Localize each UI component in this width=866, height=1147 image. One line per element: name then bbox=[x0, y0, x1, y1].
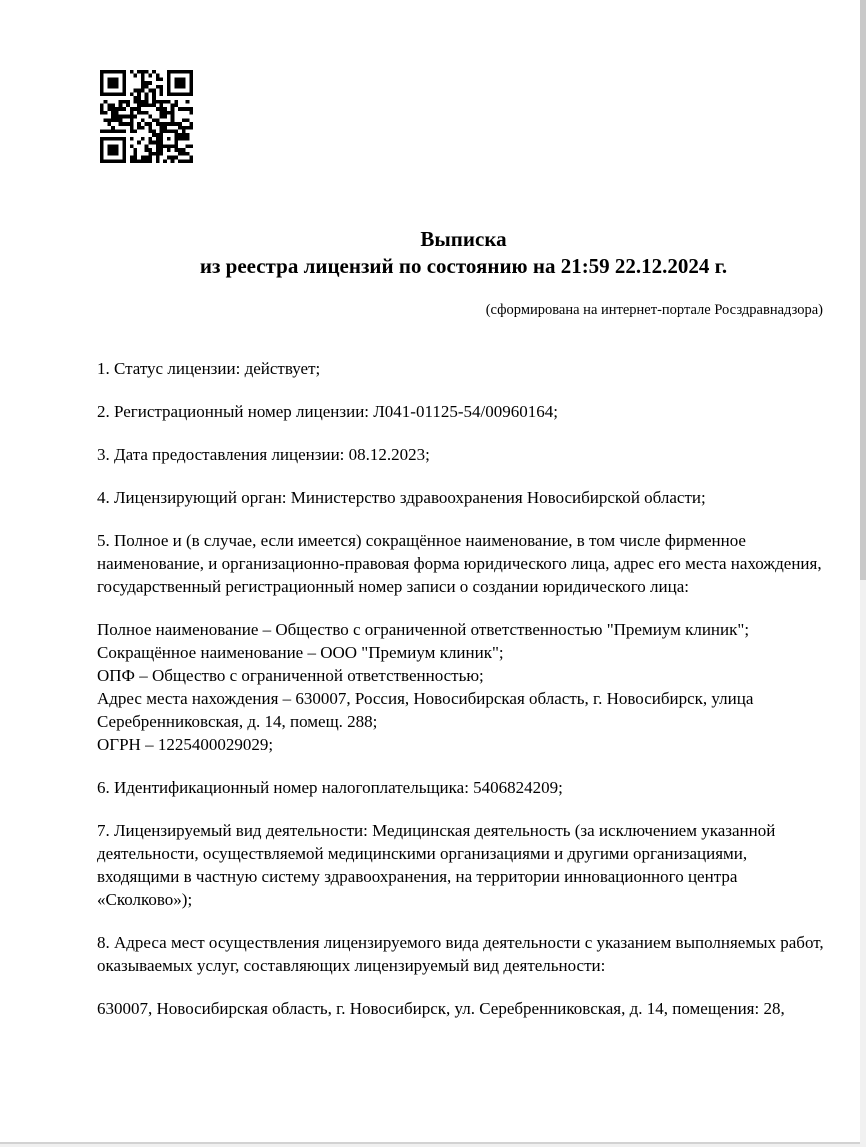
document-body bbox=[97, 357, 827, 1040]
qr-code bbox=[100, 70, 193, 163]
paragraph-activity-address: 630007, Новосибирская область, г. Новосибирск, ул. Серебренниковская, д. 14, помещения: 28, bbox=[97, 999, 785, 1018]
paragraph-grant-date: 3. Дата предоставления лицензии: 08.12.2023; bbox=[97, 445, 430, 464]
document-subtitle: (сформирована на интернет-портале Росздравнадзора) bbox=[485, 302, 823, 318]
paragraph-activity-addresses-heading: 8. Адреса мест осуществления лицензируемого вида деятельности с указанием выполняемых работ, оказываемых услуг, составляющих лицензируемый вид деятельности: bbox=[97, 933, 824, 975]
line-full-name: Полное наименование – Общество с ограниченной ответственностью "Премиум клиник"; bbox=[97, 620, 750, 639]
line-short-name: Сокращённое наименование – ООО "Премиум клиник"; bbox=[97, 643, 504, 662]
paragraph-registration-number: 2. Регистрационный номер лицензии: Л041-01125-54/00960164; bbox=[97, 402, 558, 421]
line-legal-form: ОПФ – Общество с ограниченной ответственностью; bbox=[97, 666, 484, 685]
paragraph-taxpayer-number: 6. Идентификационный номер налогоплательщика: 5406824209; bbox=[97, 778, 563, 797]
title-line-2: из реестра лицензий по состоянию на 21:59 22.12.2024 г. bbox=[199, 254, 728, 278]
paragraph-licensed-activity: 7. Лицензируемый вид деятельности: Медицинская деятельность (за исключением указанной деятельности, осуществляемой медицинскими организациями и другими организациями, входящими в частную систему здравоохранения, на территории инновационного центра «Сколково»); bbox=[97, 821, 776, 909]
scrollbar-thumb[interactable] bbox=[860, 0, 866, 580]
paragraph-licensing-authority: 4. Лицензирующий орган: Министерство здравоохранения Новосибирской области; bbox=[97, 488, 706, 507]
qr-code-image bbox=[100, 70, 193, 163]
scrollbar[interactable] bbox=[860, 0, 866, 1147]
document-title bbox=[97, 226, 830, 280]
paragraph-legal-entity-details bbox=[97, 618, 827, 756]
title-line-1: Выписка bbox=[420, 227, 507, 251]
paragraph-license-status: 1. Статус лицензии: действует; bbox=[97, 359, 321, 378]
paragraph-name-heading: 5. Полное и (в случае, если имеется) сокращённое наименование, в том числе фирменное наименование, и организационно-правовая форма юридического лица, адрес его места нахождения, государственный регистрационный номер записи о создании юридического лица: bbox=[97, 531, 822, 596]
line-legal-address: Адрес места нахождения – 630007, Россия, Новосибирская область, г. Новосибирск, улица Серебренниковская, д. 14, помещ. 288; bbox=[97, 689, 754, 731]
line-ogrn: ОГРН – 1225400029029; bbox=[97, 735, 274, 754]
